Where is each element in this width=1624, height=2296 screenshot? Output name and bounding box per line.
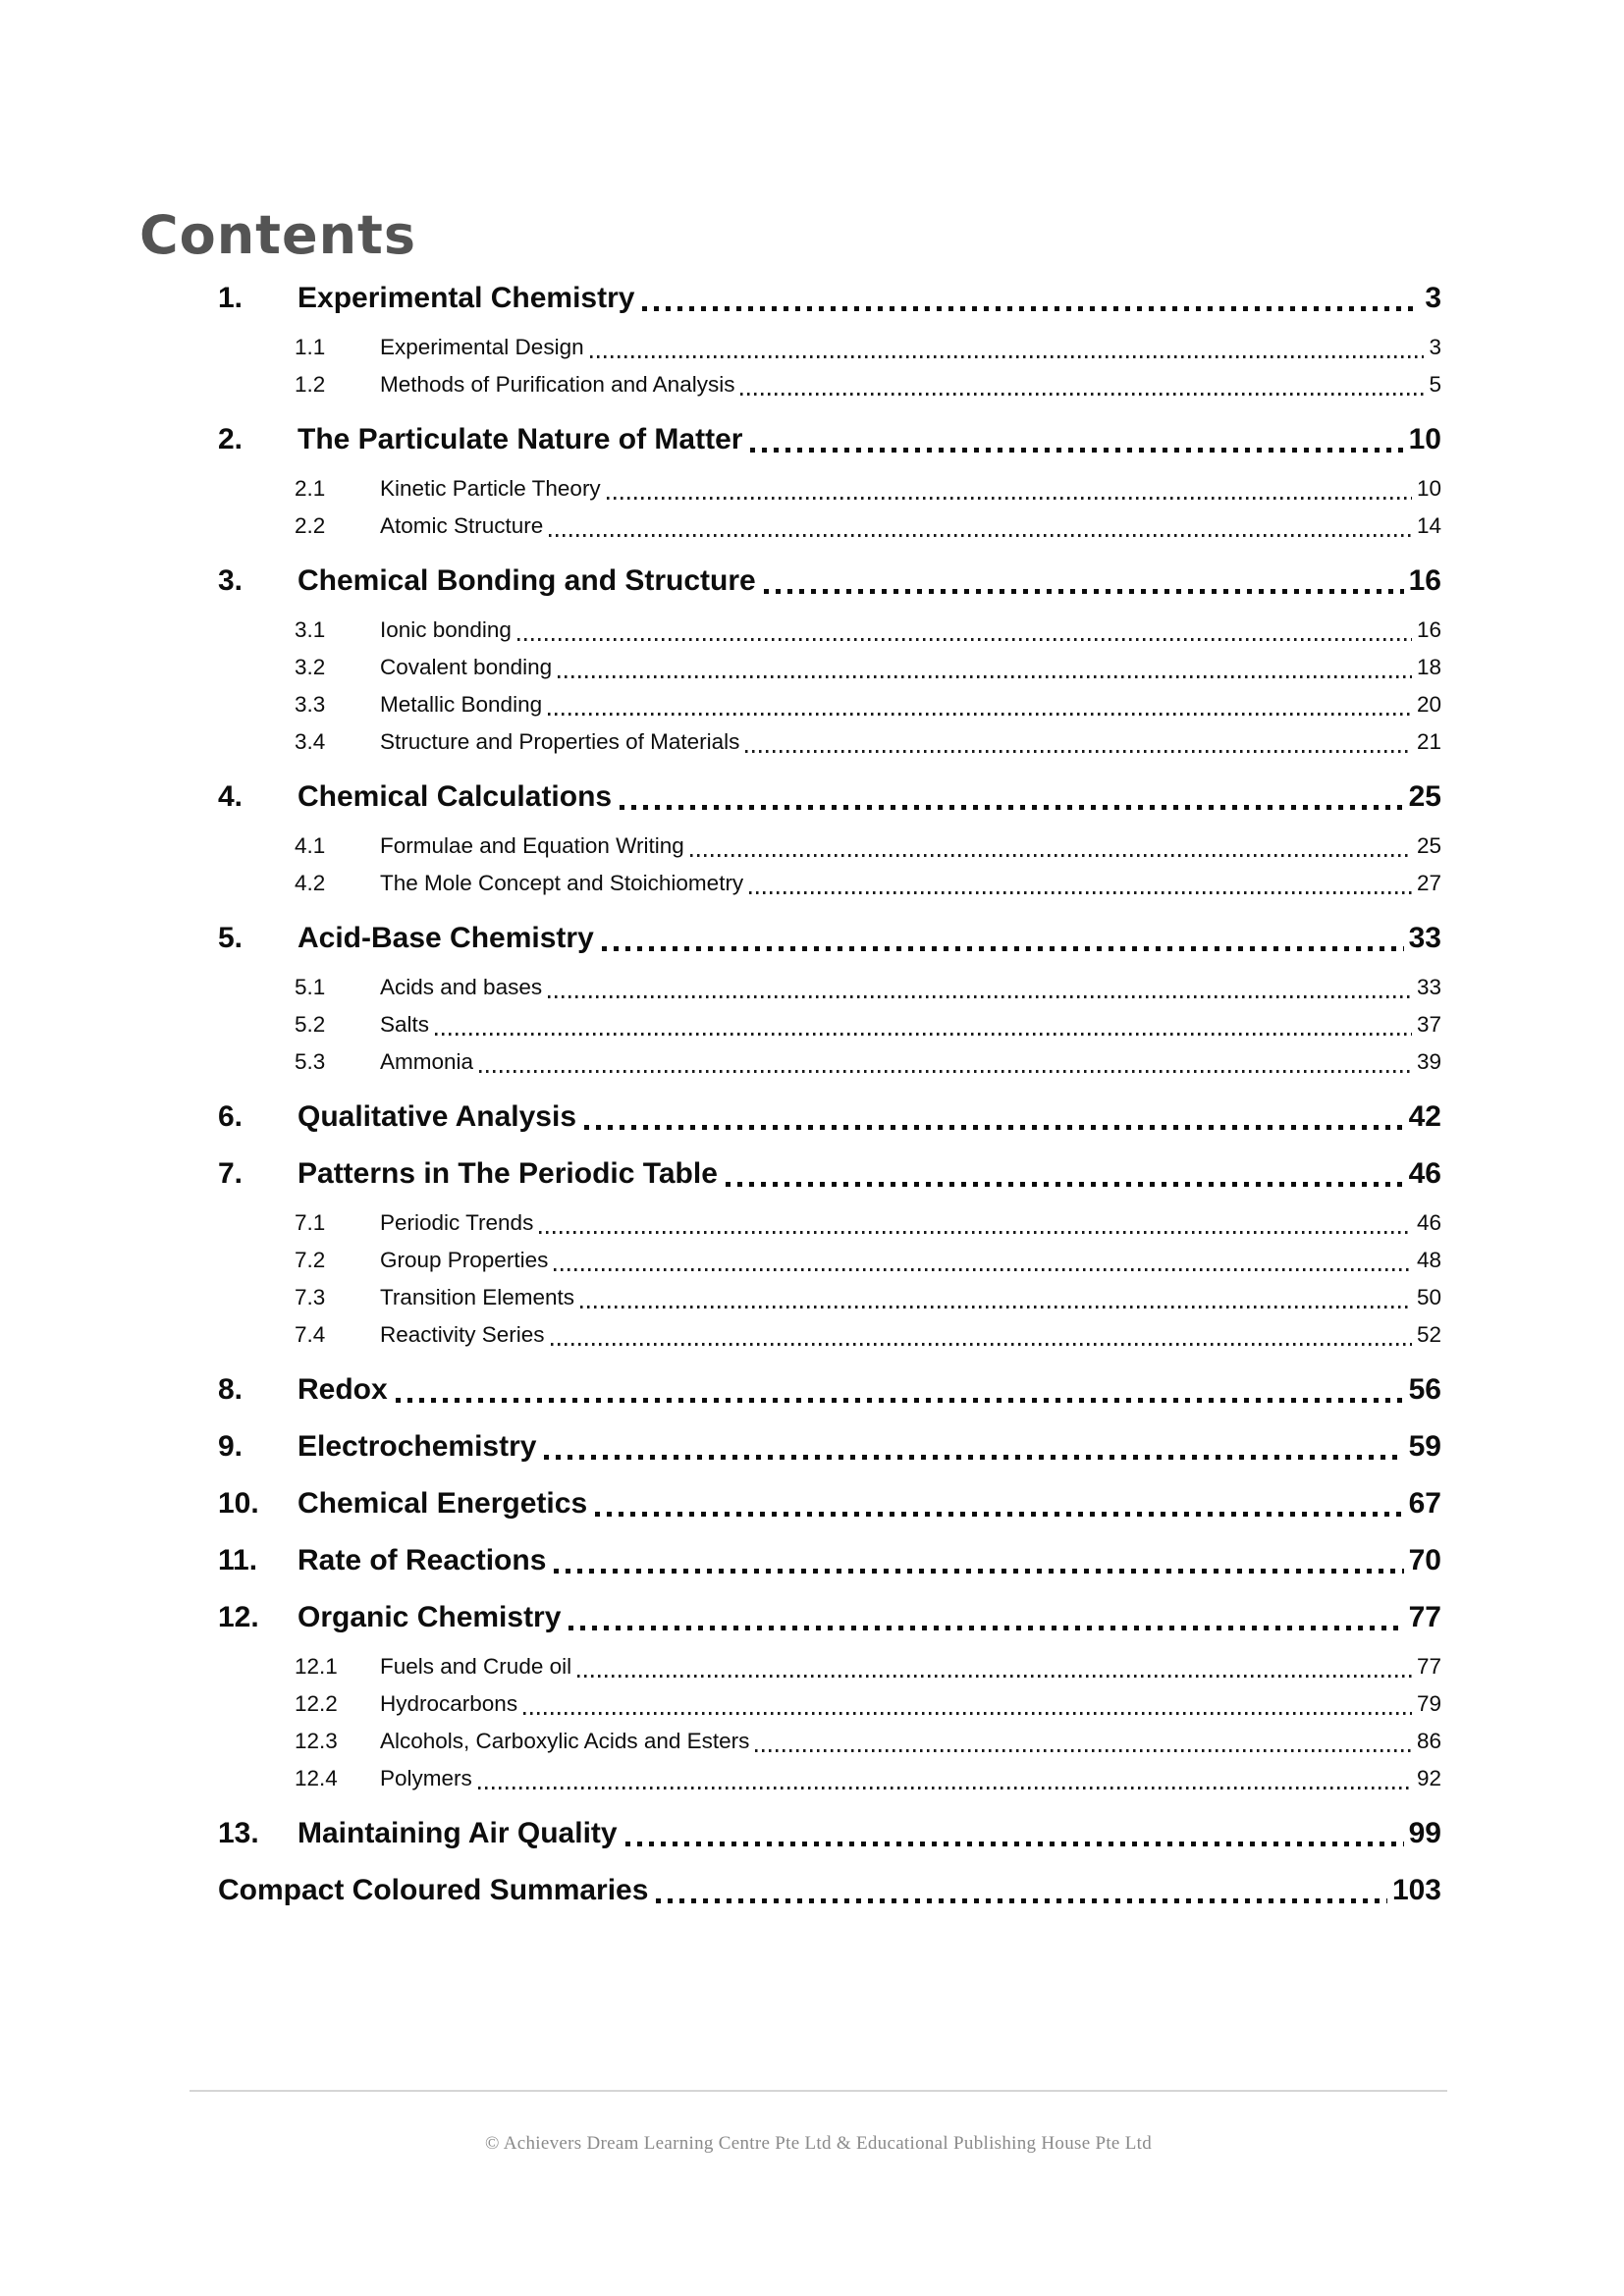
dot-leader xyxy=(584,1125,1404,1130)
toc-entry-page: 77 xyxy=(1416,1654,1441,1679)
toc-entry-title: Hydrocarbons xyxy=(380,1691,518,1716)
toc-entry-number: 11. xyxy=(218,1544,258,1576)
toc-entry-number: 1. xyxy=(218,282,244,314)
toc-entry-page: 42 xyxy=(1408,1100,1441,1133)
toc-entry-title: Fuels and Crude oil xyxy=(380,1654,572,1679)
toc-entry-title: Methods of Purification and Analysis xyxy=(380,372,735,397)
dot-leader xyxy=(539,1231,1412,1234)
page-footer xyxy=(189,2090,1447,2155)
toc-entry-title: Redox xyxy=(298,1373,388,1406)
toc-entry-page: 21 xyxy=(1416,729,1441,754)
toc-entry-title: Formulae and Equation Writing xyxy=(380,833,684,858)
toc-entry-page: 50 xyxy=(1416,1285,1441,1309)
toc-subentry xyxy=(128,1316,1441,1354)
toc-entry-page: 5 xyxy=(1429,372,1441,397)
toc-entry-number: 12.1 xyxy=(295,1654,338,1679)
toc-entry-title: Alcohols, Carboxylic Acids and Esters xyxy=(380,1729,750,1753)
toc-entry-number: 3.1 xyxy=(295,617,326,642)
toc-entry-title: Group Properties xyxy=(380,1248,549,1272)
toc-subentry xyxy=(128,865,1441,902)
toc-entry-number: 7. xyxy=(218,1157,244,1190)
toc-entry xyxy=(128,1369,1441,1411)
toc-entry-number: 12. xyxy=(218,1601,259,1633)
copyright-text: © Achievers Dream Learning Centre Pte Ltd & Educational Publishing House Pte Ltd xyxy=(484,2133,1153,2154)
toc-entry-page: 77 xyxy=(1408,1601,1441,1633)
toc-entry-number: 5. xyxy=(218,922,244,954)
toc-entry-number: 5.2 xyxy=(295,1012,326,1037)
toc-entry-number: 12.3 xyxy=(295,1729,338,1753)
toc-entry xyxy=(128,1870,1441,1911)
toc-subentry xyxy=(128,1685,1441,1723)
toc-entry-title: Chemical Energetics xyxy=(298,1487,588,1520)
toc-entry xyxy=(128,561,1441,602)
toc-entry xyxy=(128,419,1441,460)
dot-leader xyxy=(558,675,1412,678)
toc-entry-page: 16 xyxy=(1408,564,1441,597)
dot-leader xyxy=(607,497,1412,500)
toc-entry-number: 3.3 xyxy=(295,692,326,717)
toc-entry-page: 99 xyxy=(1408,1817,1441,1849)
toc-subentry xyxy=(128,366,1441,403)
dot-leader xyxy=(554,1569,1403,1574)
toc-entry-title: Metallic Bonding xyxy=(380,692,543,717)
toc-entry-page: 52 xyxy=(1416,1322,1441,1347)
toc-entry-number: 8. xyxy=(218,1373,244,1406)
toc-entry-number: 5.3 xyxy=(295,1049,326,1074)
dot-leader xyxy=(690,854,1412,857)
page-title: Contents xyxy=(139,204,417,266)
toc-entry-number: 7.4 xyxy=(295,1322,326,1347)
toc-subentry xyxy=(128,686,1441,723)
toc-subentry xyxy=(128,969,1441,1006)
dot-leader xyxy=(642,306,1420,311)
toc-entry-number: 5.1 xyxy=(295,975,326,999)
toc-entry-page: 56 xyxy=(1408,1373,1441,1406)
toc-entry xyxy=(128,918,1441,959)
toc-subentry xyxy=(128,828,1441,865)
toc-entry xyxy=(128,1813,1441,1854)
toc-entry-number: 2. xyxy=(218,423,244,455)
toc-entry-title: The Mole Concept and Stoichiometry xyxy=(380,871,744,895)
dot-leader xyxy=(580,1306,1412,1308)
toc-entry-number: 7.2 xyxy=(295,1248,326,1272)
toc-entry-title: Experimental Chemistry xyxy=(298,282,635,314)
dot-leader xyxy=(755,1749,1412,1752)
toc-entry-page: 25 xyxy=(1416,833,1441,858)
toc-entry-page: 14 xyxy=(1416,513,1441,538)
toc-entry-number: 9. xyxy=(218,1430,244,1463)
toc-entry-number: 12.4 xyxy=(295,1766,338,1790)
toc-entry-title: Periodic Trends xyxy=(380,1210,534,1235)
toc-entry xyxy=(128,1153,1441,1195)
toc-entry-number: 7.3 xyxy=(295,1285,326,1309)
toc-entry-page: 46 xyxy=(1408,1157,1441,1190)
toc-subentry xyxy=(128,1279,1441,1316)
toc-entry-page: 86 xyxy=(1416,1729,1441,1753)
toc-entry-page: 33 xyxy=(1416,975,1441,999)
toc-entry-number: 4. xyxy=(218,780,244,813)
toc-entry-page: 27 xyxy=(1416,871,1441,895)
toc-entry-title: Acids and bases xyxy=(380,975,543,999)
toc-entry-title: Qualitative Analysis xyxy=(298,1100,577,1133)
dot-leader xyxy=(479,1070,1412,1073)
toc-entry-title: Chemical Bonding and Structure xyxy=(298,564,756,597)
toc-entry-title: Maintaining Air Quality xyxy=(298,1817,618,1849)
toc-entry-title: Acid-Base Chemistry xyxy=(298,922,594,954)
toc-entry-number: 12.2 xyxy=(295,1691,338,1716)
dot-leader xyxy=(656,1898,1387,1903)
toc-subentry xyxy=(128,1006,1441,1043)
toc-entry-title: Experimental Design xyxy=(380,335,584,359)
toc-entry-page: 39 xyxy=(1416,1049,1441,1074)
toc-entry-number: 1.2 xyxy=(295,372,326,397)
dot-leader xyxy=(577,1675,1412,1678)
toc-entry xyxy=(128,278,1441,319)
toc-subentry xyxy=(128,470,1441,507)
toc-subentry xyxy=(128,1043,1441,1081)
dot-leader xyxy=(620,805,1404,810)
toc-entry xyxy=(128,1540,1441,1581)
toc-entry-page: 79 xyxy=(1416,1691,1441,1716)
toc-subentry xyxy=(128,1242,1441,1279)
toc-entry xyxy=(128,776,1441,818)
toc-entry-page: 37 xyxy=(1416,1012,1441,1037)
dot-leader xyxy=(548,713,1412,716)
toc-entry-number: 3.2 xyxy=(295,655,326,679)
toc-subentry xyxy=(128,1723,1441,1760)
toc-entry-page: 92 xyxy=(1416,1766,1441,1790)
toc-entry-page: 20 xyxy=(1416,692,1441,717)
toc-entry-title: Patterns in The Periodic Table xyxy=(298,1157,718,1190)
dot-leader xyxy=(595,1512,1404,1517)
toc-entry-title: Organic Chemistry xyxy=(298,1601,562,1633)
toc-entry xyxy=(128,1483,1441,1524)
toc-entry-title: Compact Coloured Summaries xyxy=(218,1874,649,1906)
toc-entry-page: 16 xyxy=(1416,617,1441,642)
toc-entry-page: 67 xyxy=(1408,1487,1441,1520)
toc-entry-title: Chemical Calculations xyxy=(298,780,613,813)
toc-entry xyxy=(128,1096,1441,1138)
dot-leader xyxy=(745,750,1412,753)
toc-entry-title: Electrochemistry xyxy=(298,1430,537,1463)
toc-entry-page: 33 xyxy=(1408,922,1441,954)
toc-entry-number: 1.1 xyxy=(295,335,326,359)
toc-entry-number: 4.2 xyxy=(295,871,326,895)
dot-leader xyxy=(396,1398,1404,1403)
toc-subentry xyxy=(128,1760,1441,1797)
dot-leader xyxy=(568,1626,1403,1630)
toc-entry-page: 103 xyxy=(1391,1874,1441,1906)
toc-entry-title: Polymers xyxy=(380,1766,472,1790)
dot-leader xyxy=(749,891,1412,894)
dot-leader xyxy=(523,1712,1412,1715)
toc-entry-title: Covalent bonding xyxy=(380,655,553,679)
footer-divider xyxy=(189,2090,1447,2092)
dot-leader xyxy=(435,1033,1412,1036)
table-of-contents xyxy=(128,278,1441,1911)
toc-entry-number: 2.2 xyxy=(295,513,326,538)
dot-leader xyxy=(726,1182,1404,1187)
dot-leader xyxy=(478,1787,1412,1789)
toc-entry-title: Reactivity Series xyxy=(380,1322,545,1347)
dot-leader xyxy=(740,393,1424,396)
toc-entry-page: 48 xyxy=(1416,1248,1441,1272)
toc-entry-number: 7.1 xyxy=(295,1210,326,1235)
dot-leader xyxy=(750,448,1403,453)
dot-leader xyxy=(625,1842,1404,1846)
toc-entry-page: 10 xyxy=(1416,476,1441,501)
toc-subentry xyxy=(128,649,1441,686)
toc-entry-number: 3.4 xyxy=(295,729,326,754)
toc-entry-number: 3. xyxy=(218,564,244,597)
toc-entry-title: The Particulate Nature of Matter xyxy=(298,423,743,455)
toc-entry-number: 13. xyxy=(218,1817,259,1849)
dot-leader xyxy=(602,946,1404,951)
dot-leader xyxy=(554,1268,1412,1271)
toc-entry-page: 3 xyxy=(1425,282,1441,314)
toc-subentry xyxy=(128,1204,1441,1242)
toc-entry xyxy=(128,1426,1441,1468)
dot-leader xyxy=(590,355,1425,358)
toc-entry-title: Rate of Reactions xyxy=(298,1544,547,1576)
toc-entry-page: 3 xyxy=(1429,335,1441,359)
toc-entry-title: Ionic bonding xyxy=(380,617,512,642)
toc-entry-number: 4.1 xyxy=(295,833,326,858)
dot-leader xyxy=(549,534,1412,537)
toc-subentry xyxy=(128,329,1441,366)
toc-entry-title: Structure and Properties of Materials xyxy=(380,729,740,754)
toc-entry-title: Salts xyxy=(380,1012,430,1037)
toc-subentry xyxy=(128,723,1441,761)
toc-subentry xyxy=(128,1648,1441,1685)
toc-entry-page: 70 xyxy=(1408,1544,1441,1576)
toc-subentry xyxy=(128,507,1441,545)
toc-entry-title: Atomic Structure xyxy=(380,513,544,538)
dot-leader xyxy=(551,1343,1412,1346)
toc-entry-page: 18 xyxy=(1416,655,1441,679)
toc-entry-page: 46 xyxy=(1416,1210,1441,1235)
toc-entry-page: 10 xyxy=(1408,423,1441,455)
dot-leader xyxy=(517,638,1412,641)
dot-leader xyxy=(544,1455,1403,1460)
toc-entry-number: 6. xyxy=(218,1100,244,1133)
dot-leader xyxy=(764,589,1404,594)
toc-subentry xyxy=(128,612,1441,649)
toc-entry-title: Kinetic Particle Theory xyxy=(380,476,601,501)
toc-entry-number: 2.1 xyxy=(295,476,326,501)
toc-entry-page: 59 xyxy=(1408,1430,1441,1463)
toc-entry xyxy=(128,1597,1441,1638)
toc-entry-number: 10. xyxy=(218,1487,259,1520)
dot-leader xyxy=(548,995,1412,998)
toc-entry-title: Transition Elements xyxy=(380,1285,574,1309)
toc-entry-title: Ammonia xyxy=(380,1049,474,1074)
toc-entry-page: 25 xyxy=(1408,780,1441,813)
